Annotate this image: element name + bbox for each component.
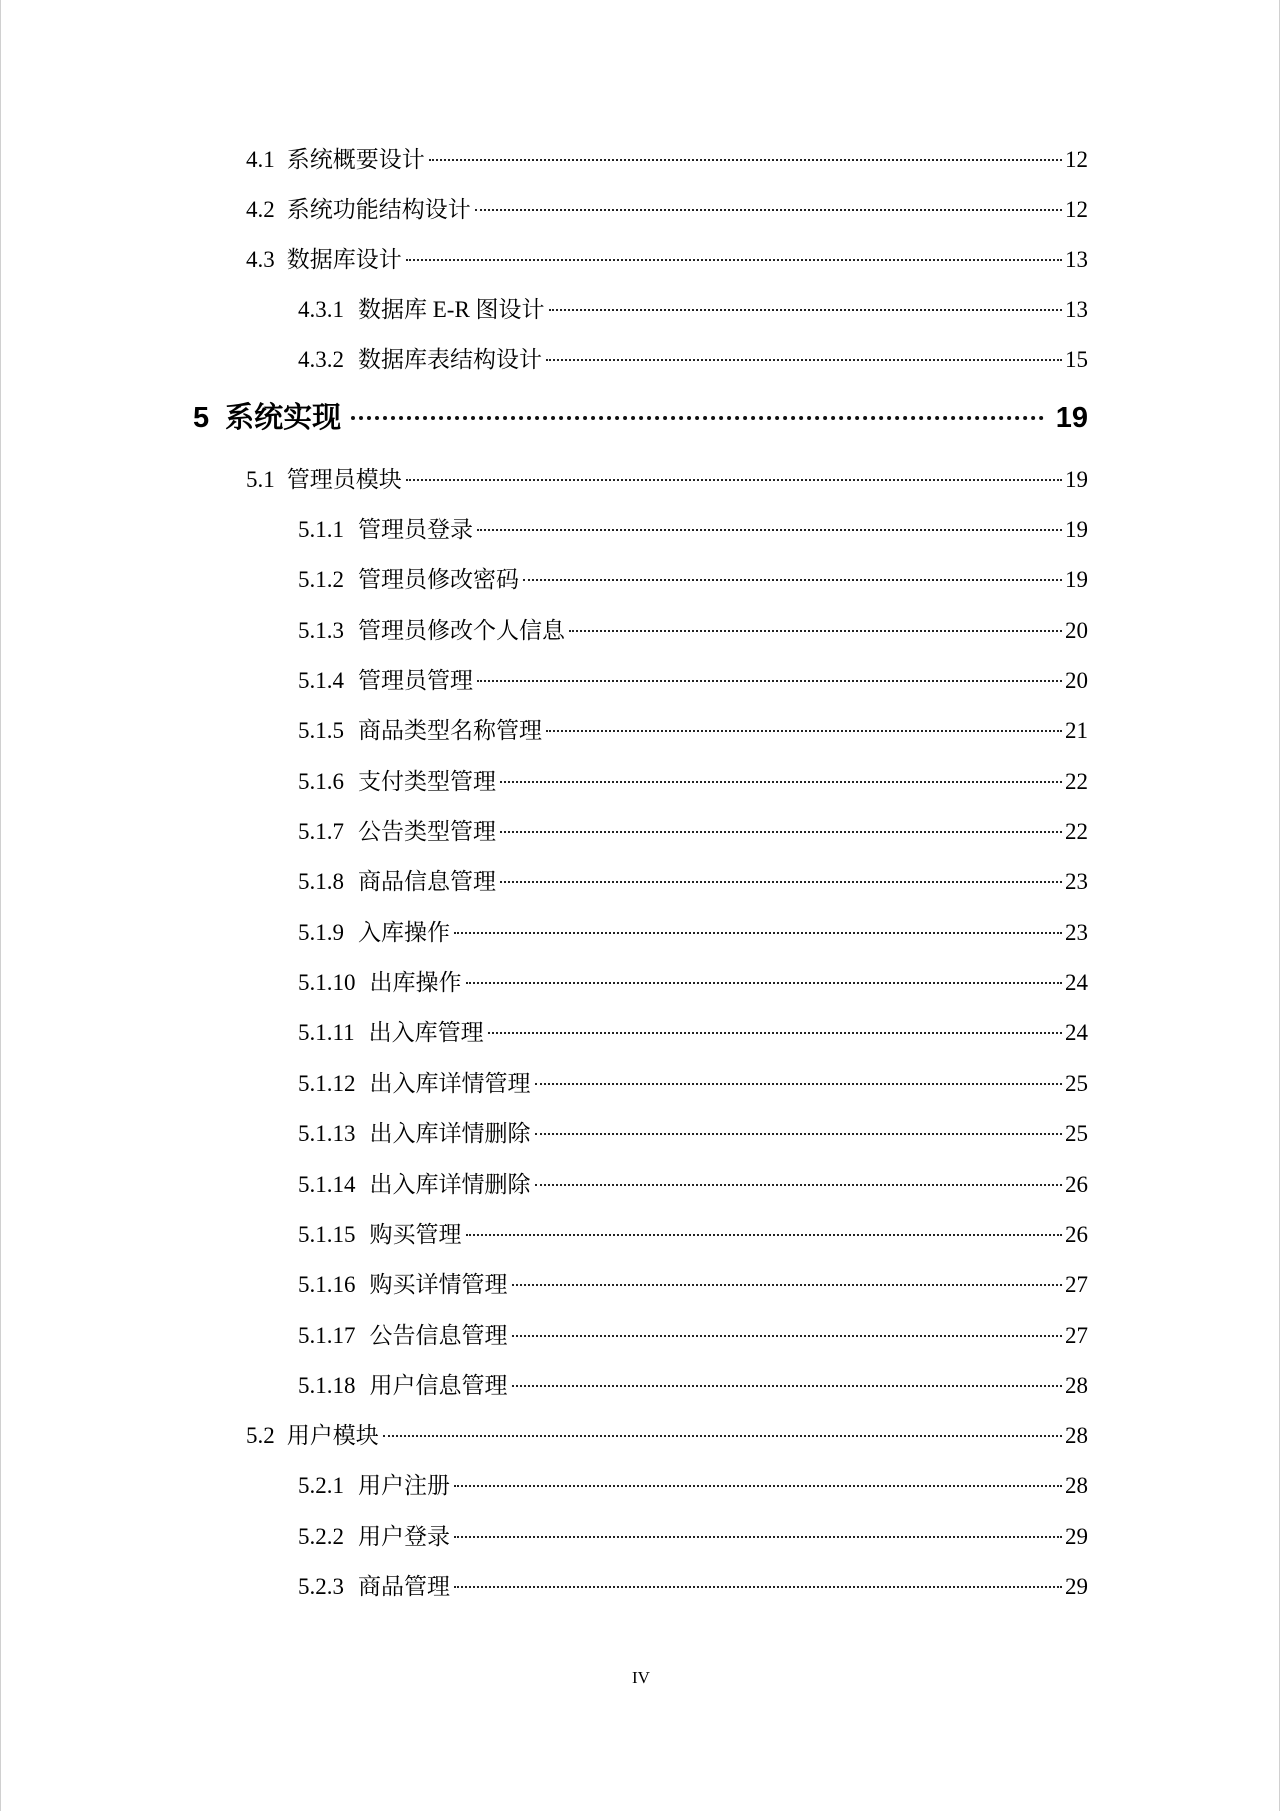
toc-entry-title: 出库操作 — [369, 970, 462, 995]
toc-entry[interactable] — [193, 393, 1088, 443]
toc-entry-title: 支付类型管理 — [358, 769, 496, 794]
dot-leader — [466, 982, 1063, 984]
dot-leader — [500, 831, 1062, 833]
toc-entry-page: 26 — [1065, 1172, 1088, 1197]
toc-entry-number: 5.1.7 — [298, 819, 344, 844]
toc-entry-page: 12 — [1065, 197, 1088, 222]
toc-entry-title: 购买管理 — [369, 1222, 462, 1247]
toc-entry-number: 5.1.18 — [298, 1373, 356, 1398]
toc-entry-number: 4.3.1 — [298, 297, 344, 322]
toc-entry-title: 出入库详情管理 — [369, 1071, 531, 1096]
toc-entry-number: 5.1.13 — [298, 1121, 356, 1146]
toc-entry[interactable] — [246, 240, 1088, 280]
toc-entry[interactable] — [298, 560, 1088, 600]
toc-entry-title: 商品信息管理 — [358, 869, 496, 894]
page-number: IV — [632, 1668, 650, 1687]
toc-entry-number: 5.1.9 — [298, 920, 344, 945]
toc-entry[interactable] — [298, 1466, 1088, 1506]
toc-entry[interactable] — [246, 190, 1088, 230]
toc-entry[interactable] — [298, 862, 1088, 902]
toc-entry[interactable] — [298, 1316, 1088, 1356]
toc-entry-number: 5.1.16 — [298, 1272, 356, 1297]
toc-entry-title: 用户模块 — [286, 1423, 379, 1448]
toc-entry-number: 5.1 — [246, 467, 275, 492]
toc-entry-title: 管理员管理 — [358, 668, 473, 693]
toc-entry[interactable] — [298, 963, 1088, 1003]
toc-entry[interactable] — [298, 510, 1088, 550]
toc-entry-number: 5.1.15 — [298, 1222, 356, 1247]
toc-entry-number: 5.2.1 — [298, 1473, 344, 1498]
toc-entry-number: 5.1.5 — [298, 718, 344, 743]
toc-entry[interactable] — [298, 1114, 1088, 1154]
toc-entry[interactable] — [246, 460, 1088, 500]
toc-entry-page: 13 — [1065, 297, 1088, 322]
dot-leader — [454, 1485, 1062, 1487]
toc-entry-number: 5.1.3 — [298, 618, 344, 643]
dot-leader — [512, 1284, 1063, 1286]
dot-leader — [535, 1133, 1063, 1135]
toc-entry-title: 入库操作 — [358, 920, 450, 945]
toc-entry-title: 用户信息管理 — [369, 1373, 508, 1398]
toc-entry-page: 22 — [1065, 819, 1088, 844]
toc-entry-page: 22 — [1065, 769, 1088, 794]
toc-entry-title: 公告信息管理 — [369, 1323, 508, 1348]
toc-entry-number: 5.2.2 — [298, 1524, 344, 1549]
toc-entry[interactable] — [298, 1567, 1088, 1607]
toc-entry-number: 5.1.1 — [298, 517, 344, 542]
toc-entry-number: 5.1.4 — [298, 668, 344, 693]
toc-entry-page: 23 — [1065, 869, 1088, 894]
toc-entry-page: 23 — [1065, 920, 1088, 945]
dot-leader — [512, 1335, 1063, 1337]
toc-entry-title: 数据库表结构设计 — [358, 347, 542, 372]
toc-entry-number: 5 — [193, 402, 210, 434]
toc-entry[interactable] — [298, 290, 1088, 330]
toc-entry[interactable] — [298, 661, 1088, 701]
dot-leader — [546, 730, 1062, 732]
dot-leader — [549, 309, 1062, 311]
toc-entry-page: 19 — [1065, 567, 1088, 592]
dot-leader — [488, 1032, 1062, 1034]
toc-entry[interactable] — [298, 1165, 1088, 1205]
dot-leader — [535, 1184, 1063, 1186]
dot-leader — [475, 209, 1062, 211]
toc-entry-page: 24 — [1065, 970, 1088, 995]
toc-entry-page: 20 — [1065, 618, 1088, 643]
toc-entry-title: 系统功能结构设计 — [286, 197, 471, 222]
toc-entry[interactable] — [298, 1013, 1088, 1053]
toc-entry-title: 用户注册 — [358, 1473, 450, 1498]
toc-entry-title: 出入库管理 — [368, 1020, 484, 1045]
toc-entry-title: 数据库设计 — [286, 247, 402, 272]
toc-entry-title: 数据库 E-R 图设计 — [358, 297, 545, 322]
toc-entry[interactable] — [298, 1215, 1088, 1255]
toc-entry-page: 27 — [1065, 1272, 1088, 1297]
toc-entry[interactable] — [298, 1265, 1088, 1305]
toc-entry-page: 15 — [1065, 347, 1088, 372]
toc-entry-number: 5.1.14 — [298, 1172, 356, 1197]
toc-entry-page: 12 — [1065, 147, 1088, 172]
dot-leader — [406, 479, 1062, 481]
toc-entry-page: 19 — [1055, 402, 1088, 434]
toc-entry-page: 13 — [1065, 247, 1088, 272]
toc-entry-title: 购买详情管理 — [369, 1272, 508, 1297]
toc-entry-number: 5.1.11 — [298, 1020, 355, 1045]
dot-leader — [535, 1083, 1063, 1085]
toc-entry-number: 4.3.2 — [298, 347, 344, 372]
toc-entry-number: 5.1.12 — [298, 1071, 356, 1096]
toc-entry-number: 5.1.8 — [298, 869, 344, 894]
toc-entry-title: 系统实现 — [225, 402, 342, 434]
toc-entry[interactable] — [298, 812, 1088, 852]
toc-entry-number: 5.1.17 — [298, 1323, 356, 1348]
dot-leader — [406, 259, 1062, 261]
toc-entry-title: 管理员登录 — [358, 517, 473, 542]
toc-entry-number: 4.1 — [246, 147, 275, 172]
dot-leader — [454, 932, 1062, 934]
toc-entry-number: 5.2.3 — [298, 1574, 344, 1599]
dot-leader — [512, 1385, 1063, 1387]
dot-leader — [466, 1234, 1063, 1236]
toc-entry-page: 27 — [1065, 1323, 1088, 1348]
dot-leader — [351, 416, 1044, 420]
toc-entry-page: 28 — [1065, 1473, 1088, 1498]
dot-leader — [546, 359, 1062, 361]
toc-entry-page: 28 — [1065, 1373, 1088, 1398]
dot-leader — [383, 1435, 1062, 1437]
toc-entry-title: 公告类型管理 — [358, 819, 496, 844]
dot-leader — [477, 529, 1062, 531]
toc-entry-title: 管理员修改个人信息 — [358, 618, 565, 643]
toc-entry-page: 19 — [1065, 517, 1088, 542]
toc-entry-page: 21 — [1065, 718, 1088, 743]
toc-entry-title: 商品类型名称管理 — [358, 718, 542, 743]
toc-entry-page: 25 — [1065, 1121, 1088, 1146]
dot-leader — [523, 579, 1062, 581]
toc-entry[interactable] — [246, 140, 1088, 180]
toc-entry-number: 5.1.10 — [298, 970, 356, 995]
toc-entry-number: 5.1.2 — [298, 567, 344, 592]
toc-entry-page: 29 — [1065, 1574, 1088, 1599]
toc-entry-title: 系统概要设计 — [286, 147, 425, 172]
toc-entry[interactable] — [298, 340, 1088, 380]
toc-entry[interactable] — [298, 1064, 1088, 1104]
toc-entry[interactable] — [298, 1366, 1088, 1406]
toc-entry[interactable] — [298, 762, 1088, 802]
toc-entry[interactable] — [298, 611, 1088, 651]
toc-entry-title: 商品管理 — [358, 1574, 450, 1599]
toc-entry-title: 管理员模块 — [286, 467, 402, 492]
toc-entry-number: 4.2 — [246, 197, 275, 222]
toc-entry-number: 5.1.6 — [298, 769, 344, 794]
toc-entry[interactable] — [298, 1517, 1088, 1557]
toc-entry-page: 28 — [1065, 1423, 1088, 1448]
dot-leader — [569, 630, 1062, 632]
toc-entry-title: 用户登录 — [358, 1524, 450, 1549]
dot-leader — [429, 159, 1062, 161]
dot-leader — [454, 1586, 1062, 1588]
dot-leader — [454, 1536, 1062, 1538]
toc-entry-title: 出入库详情删除 — [369, 1172, 531, 1197]
toc-entry-page: 29 — [1065, 1524, 1088, 1549]
toc-entry-page: 26 — [1065, 1222, 1088, 1247]
toc-entry-page: 25 — [1065, 1071, 1088, 1096]
toc-entry[interactable] — [298, 913, 1088, 953]
toc-entry-page: 24 — [1065, 1020, 1088, 1045]
toc-entry[interactable] — [298, 711, 1088, 751]
toc-entry-page: 19 — [1065, 467, 1088, 492]
toc-entry-page: 20 — [1065, 668, 1088, 693]
toc-entry-title: 管理员修改密码 — [358, 567, 519, 592]
dot-leader — [477, 680, 1062, 682]
toc-entry[interactable] — [246, 1416, 1088, 1456]
dot-leader — [500, 881, 1062, 883]
toc-entry-number: 4.3 — [246, 247, 275, 272]
toc-entry-number: 5.2 — [246, 1423, 275, 1448]
dot-leader — [500, 781, 1062, 783]
toc-entry-title: 出入库详情删除 — [369, 1121, 531, 1146]
